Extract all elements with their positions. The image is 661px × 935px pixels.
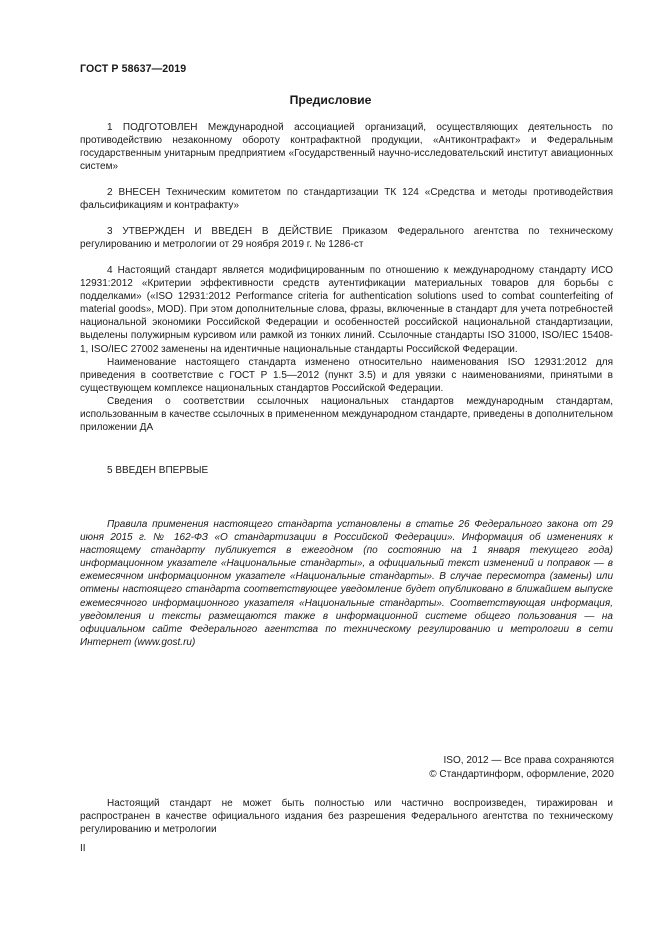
section-1 [80,121,613,173]
section-2 [80,186,613,212]
paragraph-reference-info: Сведения о соответствии ссылочных национальных стандартов международным стандартам, использованным в качестве ссылочных в примененном международном стандарте, приведены в дополнительном приложении ДА [80,395,613,434]
application-rules-notice: Правила применения настоящего стандарта установлены в статье 26 Федерального закона от 29 июня 2015 г. № 162-ФЗ «О стандартизации в Российской Федерации». Информация об изменениях к настоящему стандарту публикуется в ежегодном (по состоянию на 1 января текущего года) информационном указателе «Национальные стандарты», а официальный текст изменений и поправок — в ежемесячном информационном указателе «Национальные стандарты». В случае пересмотра (замены) или отмены настоящего стандарта соответствующее уведомление будет опубликовано в ближайшем выпуске ежемесячного информационного указателя «Национальные стандарты». Соответствующая информация, уведомления и тексты размещаются также в информационной системе общего пользования — на официальном сайте Федерального агентства по техническому регулированию и метрологии в сети Интернет (www.gost.ru) [80,519,613,648]
section-5 [80,464,613,477]
paragraph-modified-standard: 4 Настоящий стандарт является модифицированным по отношению к международному стандарту ИСО 12931:2012 «Критерии эффективности средств аутентификации материальных товаров для борьбы с подделками» («ISO 12931:2012 Performance criteria for authentication solutions used to combat counterfeiting of material goods», MOD). При этом дополнительные слова, фразы, включенные в стандарт для учета потребностей национальной экономики Российской Федерации и особенностей российской национальной стандартизации, выделены полужирным курсивом или рамкой из тонких линий. Ссылочные стандарты ISO 31000, ISO/IEC 15408-1, ISO/IEC 27002 заменены на идентичные национальные стандарты Российской Федерации. [80,265,613,355]
standard-code: ГОСТ Р 58637—2019 [80,63,187,75]
section-4 [80,264,613,434]
page-number: II [80,843,86,854]
paragraph-approved: 3 УТВЕРЖДЕН И ВВЕДЕН В ДЕЙСТВИЕ Приказом Федерального агентства по техническому регулированию и метрологии от 29 ноября 2019 г. № 1286-ст [80,226,613,251]
standartinform-copyright: © Стандартинформ, оформление, 2020 [429,769,614,780]
iso-copyright: ISO, 2012 — Все права сохраняются [443,755,614,766]
section-3 [80,225,613,251]
paragraph-first-introduced: 5 ВВЕДЕН ВПЕРВЫЕ [107,465,209,476]
paragraph-introduced-by: 2 ВНЕСЕН Техническим комитетом по стандартизации ТК 124 «Средства и методы противодействия фальсификациям и контрафакту» [80,187,613,212]
paragraph-prepared-by: 1 ПОДГОТОВЛЕН Международной ассоциацией организаций, осуществляющих деятельность по противодействию незаконному обороту контрафактной продукции, «Антиконтрафакт» и Федеральным государственным унитарным предприятием «Государственный научно-исследовательский институт авиационных систем» [80,122,613,173]
page-title: Предисловие [289,93,372,107]
reproduction-notice: Настоящий стандарт не может быть полностью или частично воспроизведен, тиражирован и распространен в качестве официального издания без разрешения Федерального агентства по техническому регулированию и метрологии [80,798,613,836]
copyright-block [429,754,614,782]
paragraph-name-change: Наименование настоящего стандарта изменено относительно наименования ISO 12931:2012 для приведения в соответствие с ГОСТ Р 1.5—2012 (пункт 3.5) и для увязки с наименованиями, принятыми в существующем комплексе национальных стандартов Российской Федерации. [80,356,613,394]
